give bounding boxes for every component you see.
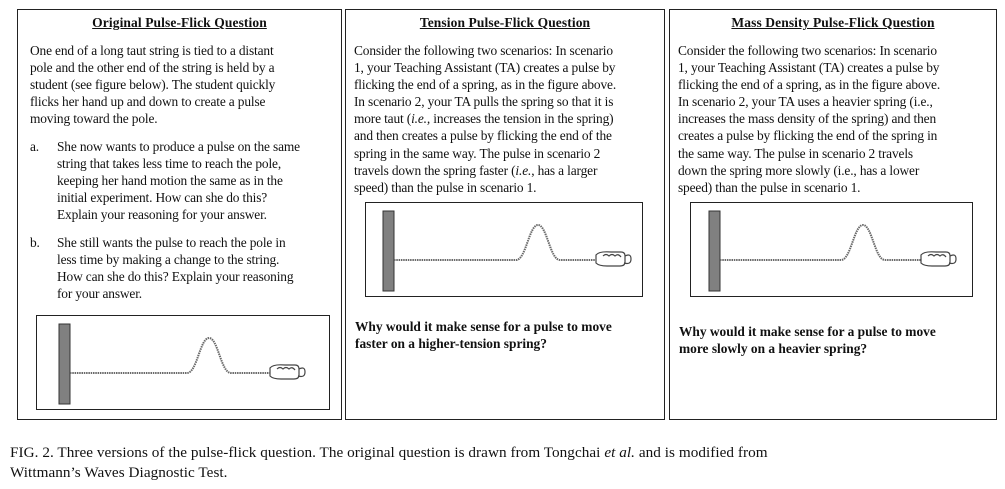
- pulse-figure: [690, 202, 973, 297]
- text-line: the same way. The pulse in scenario 2 travels: [678, 145, 913, 161]
- question-text: [679, 323, 985, 358]
- text-line: speed) than the pulse in scenario 1.: [678, 179, 861, 195]
- text-line: [354, 110, 660, 127]
- pole-icon: [59, 324, 70, 404]
- text-line: speed) than the pulse in scenario 1.: [354, 179, 537, 195]
- pulse-on-string-icon: [691, 203, 972, 296]
- intro-text: [30, 42, 335, 127]
- caption-run: FIG. 2. Three versions of the pulse-flick question. The original question is drawn from Tongchai: [10, 444, 605, 461]
- item-label: a.: [30, 139, 39, 154]
- panel-title: Mass Density Pulse-Flick Question: [731, 15, 935, 30]
- text-line: keeping her hand motion the same as in the: [57, 173, 283, 189]
- panel-title: Original Pulse-Flick Question: [92, 15, 267, 30]
- text-line: She still wants the pulse to reach the pole in: [57, 235, 286, 250]
- text-line: initial experiment. How can she do this?: [57, 190, 268, 206]
- scenario-text: [678, 42, 984, 196]
- text-line: creates a pulse by flicking the end of the spring in: [678, 128, 938, 144]
- text-line: increases the mass density of the spring) and then: [678, 111, 937, 127]
- text-line: down the spring more slowly (i.e., has a lower: [678, 162, 920, 178]
- text-line: Why would it make sense for a pulse to move: [679, 324, 936, 339]
- text-line: How can she do this? Explain your reasoning: [57, 269, 294, 285]
- item-label: b.: [30, 235, 40, 250]
- caption-run-italic: et al.: [604, 444, 635, 461]
- question-item-b: [30, 234, 335, 306]
- text-line: more slowly on a heavier spring?: [679, 341, 868, 357]
- scenario-text: [354, 42, 660, 196]
- text-line: In scenario 2, your TA uses a heavier spring (i.e.,: [678, 94, 933, 110]
- caption-line: [10, 443, 998, 463]
- text-run: increases the tension in the spring): [430, 111, 614, 127]
- text-line: flicking the end of a spring, as in the figure above.: [678, 77, 941, 93]
- text-line: 1, your Teaching Assistant (TA) creates a pulse by: [678, 60, 940, 76]
- caption-line: Wittmann’s Waves Diagnostic Test.: [10, 464, 228, 481]
- panel-title: Tension Pulse-Flick Question: [419, 15, 591, 30]
- text-line: string that takes less time to reach the pole,: [57, 156, 282, 172]
- panel-mass-density: [669, 9, 997, 420]
- question-item-a: [30, 138, 335, 228]
- string-with-pulse: [394, 225, 598, 260]
- text-line: Explain your reasoning for your answer.: [57, 207, 267, 223]
- text-run-italic: i.e.: [515, 162, 532, 178]
- pole-icon: [709, 211, 720, 291]
- figure-caption: [10, 443, 998, 483]
- text-line: Consider the following two scenarios: In scenario: [354, 43, 613, 58]
- text-run: more taut (: [354, 111, 412, 127]
- panel-tension: [345, 9, 665, 420]
- text-run: travels down the spring faster (: [354, 162, 516, 178]
- hand-icon: [596, 252, 631, 266]
- text-line: She now wants to produce a pulse on the same: [57, 139, 300, 154]
- hand-icon: [270, 365, 305, 379]
- text-run-italic: i.e.,: [411, 111, 431, 127]
- text-line: less time by making a change to the string.: [57, 252, 280, 268]
- pulse-figure: [365, 202, 643, 297]
- text-line: [354, 162, 660, 179]
- text-line: spring in the same way. The pulse in scenario 2: [354, 145, 601, 161]
- text-line: Consider the following two scenarios: In scenario: [678, 43, 937, 58]
- pulse-on-string-icon: [366, 203, 642, 296]
- panel-original: [17, 9, 342, 420]
- text-line: and then creates a pulse by flicking the end of the: [354, 128, 612, 144]
- text-run: , has a larger: [531, 162, 598, 178]
- text-line: In scenario 2, your TA pulls the spring so that it is: [354, 94, 614, 110]
- text-line: student (see figure below). The student quickly: [30, 77, 276, 93]
- pulse-figure: [36, 315, 330, 410]
- string-with-pulse: [70, 338, 272, 373]
- string-with-pulse: [720, 225, 923, 260]
- text-line: flicking the end of a spring, as in the figure above.: [354, 77, 617, 93]
- question-text: [355, 318, 661, 353]
- text-line: moving toward the pole.: [30, 111, 158, 127]
- text-line: Why would it make sense for a pulse to move: [355, 319, 612, 334]
- text-line: faster on a higher-tension spring?: [355, 336, 547, 352]
- text-line: One end of a long taut string is tied to a distant: [30, 43, 274, 58]
- caption-run: and is modified from: [634, 444, 768, 461]
- pulse-on-string-icon: [37, 316, 329, 409]
- text-line: for your answer.: [57, 286, 142, 302]
- text-line: pole and the other end of the string is held by a: [30, 60, 275, 76]
- text-line: flicks her hand up and down to create a pulse: [30, 94, 266, 110]
- hand-icon: [921, 252, 956, 266]
- text-line: 1, your Teaching Assistant (TA) creates a pulse by: [354, 60, 616, 76]
- pole-icon: [383, 211, 394, 291]
